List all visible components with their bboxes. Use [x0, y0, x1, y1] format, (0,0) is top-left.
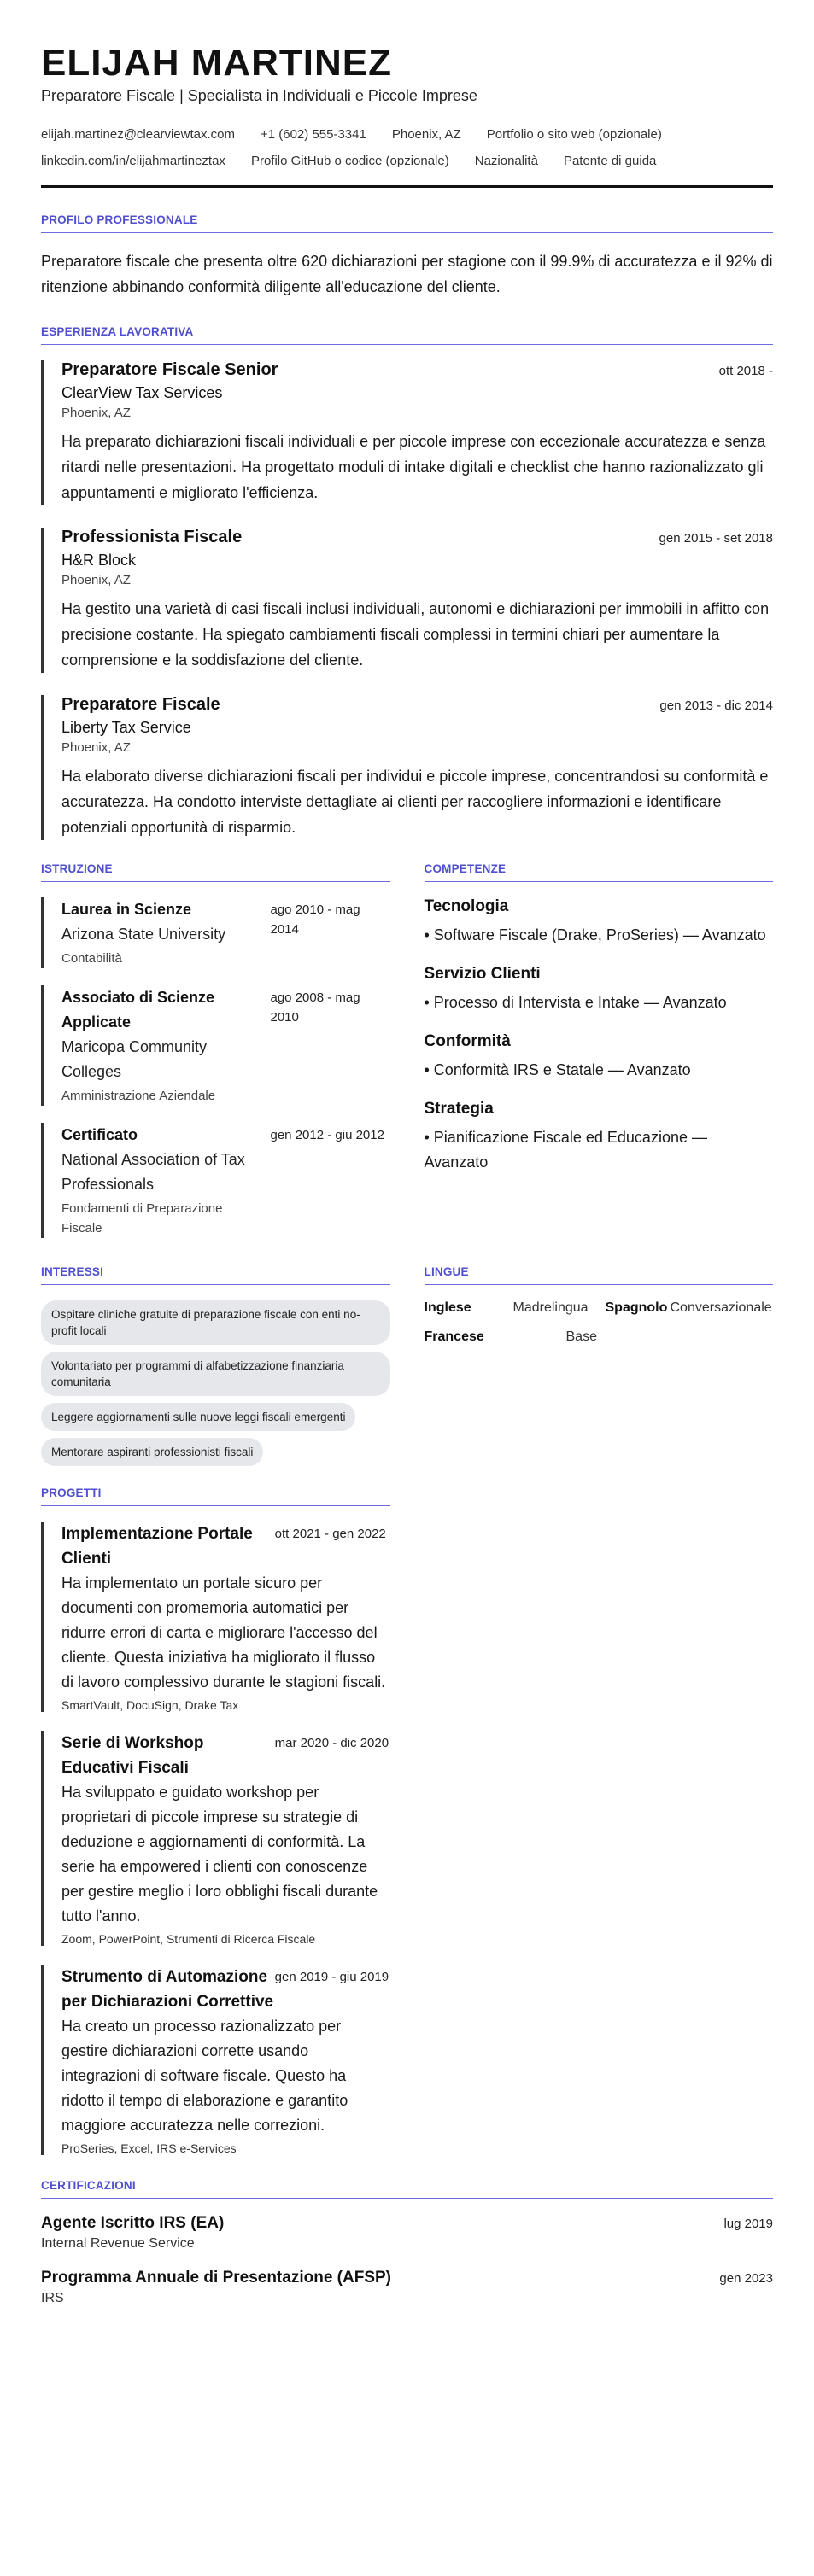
- interests-section-title: INTERESSI: [41, 1265, 390, 1285]
- profile-section-title: PROFILO PROFESSIONALE: [41, 213, 773, 233]
- certification-issuer: IRS: [41, 2291, 64, 2305]
- skill-item: • Software Fiscale (Drake, ProSeries) — Avanzato: [424, 926, 766, 943]
- candidate-name: ELIJAH MARTINEZ: [41, 42, 392, 84]
- project-dates: mar 2020 - dic 2020: [274, 1736, 389, 1750]
- degree: Laurea in Scienze: [61, 901, 192, 918]
- field-of-study: Amministrazione Aziendale: [61, 1089, 216, 1103]
- experience-section-title: ESPERIENZA LAVORATIVA: [41, 325, 773, 345]
- education-section: [41, 862, 390, 1255]
- interest-chip: Leggere aggiornamenti sulle nuove leggi fiscali emergenti: [41, 1403, 355, 1431]
- school: Arizona State University: [61, 926, 226, 943]
- contact-location: Phoenix, AZ: [391, 127, 461, 142]
- field-of-study: Fondamenti di Preparazione Fiscale: [61, 1201, 223, 1235]
- contact-portfolio[interactable]: Portfolio o sito web (opzionale): [486, 127, 662, 142]
- language-level: Base: [565, 1329, 597, 1344]
- skill-category: Servizio Clienti: [424, 965, 541, 983]
- degree: Associato di Scienze Applicate: [61, 989, 215, 1031]
- field-of-study: Contabilità: [61, 951, 122, 966]
- contact-phone[interactable]: +1 (602) 555-3341: [260, 127, 366, 142]
- language-row: [425, 1329, 774, 1345]
- school: National Association of Tax Professionals: [61, 1151, 245, 1193]
- project-technologies: Zoom, PowerPoint, Strumenti di Ricerca Fiscale: [61, 1932, 316, 1946]
- job-company: Liberty Tax Service: [61, 719, 191, 736]
- project-title: Strumento di Automazione per Dichiarazioni Correttive: [61, 1968, 274, 2011]
- language-row: [425, 1300, 774, 1316]
- contact-driving-license: Patente di guida: [563, 154, 657, 168]
- job-location: Phoenix, AZ: [61, 406, 131, 420]
- profile-summary: Preparatore fiscale che presenta oltre 620 dichiarazioni per stagione con il 99.9% di accuratezza e il 92% di ritenzione abbinando conformità diligente all'educazione del cliente.: [41, 253, 773, 295]
- resume-header: [41, 41, 773, 168]
- skill-group: [425, 897, 774, 948]
- profile-section: [41, 213, 773, 300]
- education-item: [41, 985, 390, 1106]
- project-technologies: ProSeries, Excel, IRS e-Services: [61, 2141, 237, 2155]
- interests-section: [41, 1265, 390, 1473]
- certification-date: gen 2023: [719, 2271, 773, 2286]
- project-description: Ha sviluppato e guidato workshop per proprietari di piccole imprese su strategie di deduzione e aggiornamenti di conformità. La serie ha empowered i clienti con conoscenze per gestire meglio i loro obblighi fiscali durante tutto l'anno.: [61, 1784, 378, 1925]
- project-title: Implementazione Portale Clienti: [61, 1525, 253, 1568]
- experience-section: [41, 325, 773, 840]
- experience-item: [41, 528, 773, 673]
- job-location: Phoenix, AZ: [61, 573, 131, 587]
- languages-section-title: LINGUE: [425, 1265, 774, 1285]
- skill-item: • Pianificazione Fiscale ed Educazione — Avanzato: [424, 1129, 707, 1171]
- skill-category: Conformità: [424, 1032, 511, 1050]
- job-location: Phoenix, AZ: [61, 740, 131, 755]
- job-title: Preparatore Fiscale Senior: [61, 360, 278, 379]
- contact-row-1: [41, 127, 773, 142]
- language-level: Conversazionale: [670, 1300, 772, 1315]
- job-dates: ott 2018 -: [718, 364, 773, 378]
- project-dates: ott 2021 - gen 2022: [274, 1527, 386, 1541]
- education-dates: ago 2008 - mag 2010: [270, 990, 360, 1025]
- job-dates: gen 2015 - set 2018: [659, 531, 773, 546]
- projects-row: [41, 1487, 773, 2174]
- job-description: Ha preparato dichiarazioni fiscali individuali e per piccole imprese con eccezionale accuratezza e senza ritardi nelle presentazioni. Ha progettato moduli di intake digitali e checklist che hanno razionalizzato gli appuntamenti e migliorato l'efficienza.: [61, 433, 766, 501]
- experience-item: [41, 695, 773, 840]
- skill-item: • Processo di Intervista e Intake — Avanzato: [424, 994, 727, 1011]
- skills-section-title: COMPETENZE: [425, 862, 774, 882]
- certification-name: Agente Iscritto IRS (EA): [41, 2214, 225, 2232]
- projects-section-title: PROGETTI: [41, 1487, 390, 1506]
- interest-chip: Mentorare aspiranti professionisti fiscali: [41, 1438, 263, 1466]
- interest-chip: Ospitare cliniche gratuite di preparazione fiscale con enti no-profit locali: [41, 1300, 390, 1345]
- degree: Certificato: [61, 1126, 138, 1143]
- education-skills-row: [41, 862, 773, 1255]
- job-company: ClearView Tax Services: [61, 384, 223, 401]
- languages-section: [425, 1265, 774, 1473]
- interests-languages-row: [41, 1265, 773, 1473]
- education-item: [41, 897, 390, 968]
- job-company: H&R Block: [61, 552, 137, 569]
- project-description: Ha implementato un portale sicuro per documenti con promemoria automatici per ridurre errori di carta e migliorare l'accesso del cliente. Questa iniziativa ha migliorato il flusso di lavoro complessivo durante le stagioni fiscali.: [61, 1574, 386, 1691]
- job-title: Preparatore Fiscale: [61, 695, 220, 714]
- project-item: [41, 1522, 390, 1712]
- language-level: Madrelingua: [512, 1300, 589, 1315]
- projects-right-spacer: [425, 1487, 774, 2174]
- certifications-section-title: CERTIFICAZIONI: [41, 2179, 773, 2199]
- skill-group: [425, 1032, 774, 1083]
- skill-item: • Conformità IRS e Statale — Avanzato: [424, 1061, 691, 1078]
- header-divider: [41, 185, 773, 188]
- contact-github[interactable]: Profilo GitHub o codice (opzionale): [250, 154, 449, 168]
- project-title: Serie di Workshop Educativi Fiscali: [61, 1734, 204, 1777]
- skills-section: [425, 862, 774, 1255]
- education-section-title: ISTRUZIONE: [41, 862, 390, 882]
- certification-item: [41, 2269, 773, 2306]
- language-name: Francese: [424, 1329, 484, 1344]
- headline: Preparatore Fiscale | Specialista in Individuali e Piccole Imprese: [41, 87, 477, 104]
- education-dates: gen 2012 - giu 2012: [270, 1128, 384, 1142]
- job-dates: gen 2013 - dic 2014: [659, 698, 773, 713]
- language-name: Spagnolo: [605, 1300, 668, 1315]
- projects-section: [41, 1487, 390, 2174]
- skill-category: Strategia: [424, 1100, 494, 1118]
- project-technologies: SmartVault, DocuSign, Drake Tax: [61, 1698, 239, 1712]
- project-item: [41, 1731, 390, 1946]
- job-description: Ha elaborato diverse dichiarazioni fiscali per individui e piccole imprese, concentrandosi su conformità e accuratezza. Ha condotto interviste dettagliate ai clienti per raccogliere informazioni e identificare potenziali opportunità di risparmio.: [61, 768, 769, 836]
- certification-item: [41, 2214, 773, 2252]
- contact-row-2: [41, 154, 773, 168]
- education-item: [41, 1123, 390, 1238]
- project-description: Ha creato un processo razionalizzato per gestire dichiarazioni corrette usando integrazioni di software fiscale. Questo ha ridotto il tempo di elaborazione e garantito maggiore accuratezza nelle correzioni.: [61, 2018, 348, 2134]
- interest-chip: Volontariato per programmi di alfabetizzazione finanziaria comunitaria: [41, 1352, 390, 1396]
- certification-name: Programma Annuale di Presentazione (AFSP): [41, 2269, 391, 2287]
- contact-email[interactable]: elijah.martinez@clearviewtax.com: [41, 127, 235, 142]
- certification-issuer: Internal Revenue Service: [41, 2236, 195, 2251]
- job-description: Ha gestito una varietà di casi fiscali inclusi individuali, autonomi e dichiarazioni per immobili in affitto con precisione costante. Ha spiegato cambiamenti fiscali complessi in termini chiari per aumentare la comprensione e la soddisfazione del cliente.: [61, 600, 770, 669]
- job-title: Professionista Fiscale: [61, 528, 243, 546]
- skill-group: [425, 1100, 774, 1175]
- certification-date: lug 2019: [723, 2217, 773, 2231]
- experience-item: [41, 360, 773, 505]
- skill-category: Tecnologia: [424, 897, 509, 915]
- contact-nationality: Nazionalità: [474, 154, 538, 168]
- education-dates: ago 2010 - mag 2014: [270, 902, 360, 937]
- skill-group: [425, 965, 774, 1015]
- language-name: Inglese: [424, 1300, 471, 1315]
- certifications-section: [41, 2179, 773, 2306]
- project-dates: gen 2019 - giu 2019: [274, 1970, 389, 1984]
- school: Maricopa Community Colleges: [61, 1038, 208, 1080]
- project-item: [41, 1965, 390, 2155]
- contact-linkedin[interactable]: linkedin.com/in/elijahmartineztax: [41, 154, 225, 168]
